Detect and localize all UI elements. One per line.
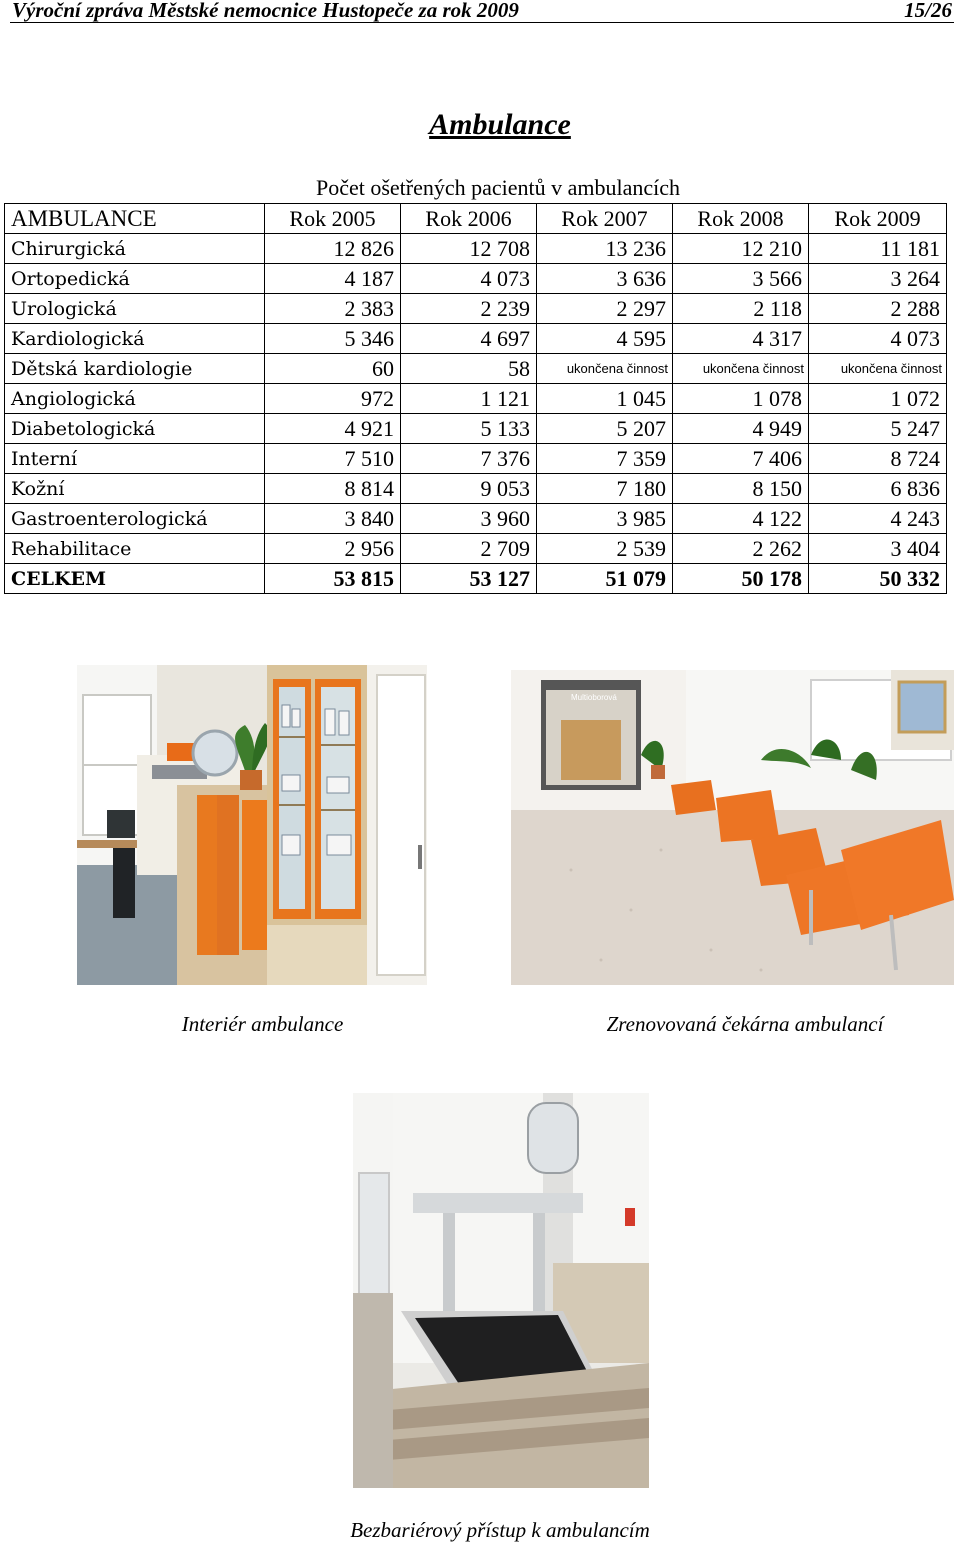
table-cell: 58 [401, 354, 537, 384]
table-cell: 12 826 [265, 234, 401, 264]
table-row [5, 264, 947, 294]
table-cell: 3 566 [673, 264, 809, 294]
table-cell: 9 053 [401, 474, 537, 504]
table-cell: 1 045 [537, 384, 673, 414]
table-cell: ukončena činnost [673, 354, 809, 384]
table-cell: 2 288 [809, 294, 947, 324]
table-cell: 2 239 [401, 294, 537, 324]
table-row [5, 234, 947, 264]
table-row [5, 324, 947, 354]
table-cell: 2 383 [265, 294, 401, 324]
table-cell: 4 243 [809, 504, 947, 534]
row-label: Gastroenterologická [5, 504, 265, 534]
table-cell: 12 708 [401, 234, 537, 264]
table-cell: 60 [265, 354, 401, 384]
table-cell: 7 376 [401, 444, 537, 474]
waiting-room-caption: Zrenovovaná čekárna ambulancí [606, 1012, 884, 1036]
table-cell: 1 121 [401, 384, 537, 414]
table-row [5, 474, 947, 504]
section-title: Ambulance [429, 108, 571, 141]
table-row [5, 534, 947, 564]
table-cell: 3 985 [537, 504, 673, 534]
table-row [5, 414, 947, 444]
table-cell: 5 133 [401, 414, 537, 444]
table-cell: 4 949 [673, 414, 809, 444]
table-cell: 50 178 [673, 564, 809, 594]
table-cell: 1 072 [809, 384, 947, 414]
column-header: Rok 2009 [809, 204, 947, 234]
row-label: CELKEM [5, 564, 265, 594]
table-cell: 5 346 [265, 324, 401, 354]
table-cell: 3 840 [265, 504, 401, 534]
table-row [5, 294, 947, 324]
row-label: Angiologická [5, 384, 265, 414]
table-cell: 4 921 [265, 414, 401, 444]
table-cell: 3 264 [809, 264, 947, 294]
table-cell: 2 539 [537, 534, 673, 564]
barrier-free-access-caption: Bezbariérový přístup k ambulancím [350, 1518, 650, 1542]
interior-photo [77, 665, 427, 985]
table-cell: 13 236 [537, 234, 673, 264]
table-row [5, 384, 947, 414]
column-header: Rok 2008 [673, 204, 809, 234]
table-caption: Počet ošetřených pacientů v ambulancích [315, 175, 681, 200]
row-label: Kožní [5, 474, 265, 504]
page-number: 15/26 [904, 0, 952, 22]
table-cell: 53 127 [401, 564, 537, 594]
table-cell: 3 960 [401, 504, 537, 534]
table-cell: 51 079 [537, 564, 673, 594]
table-cell: ukončena činnost [537, 354, 673, 384]
table-cell: 4 187 [265, 264, 401, 294]
table-row [5, 504, 947, 534]
table-cell: 2 118 [673, 294, 809, 324]
barrier-free-access-photo [353, 1093, 649, 1488]
patients-table [4, 203, 947, 594]
waiting-room-photo [511, 670, 954, 985]
table-cell: 4 317 [673, 324, 809, 354]
row-label: Interní [5, 444, 265, 474]
table-cell: 5 247 [809, 414, 947, 444]
table-cell: 3 404 [809, 534, 947, 564]
table-cell: 4 073 [809, 324, 947, 354]
table-cell: 5 207 [537, 414, 673, 444]
table-cell: 7 406 [673, 444, 809, 474]
table-cell: 11 181 [809, 234, 947, 264]
table-header-row [5, 204, 947, 234]
table-row [5, 444, 947, 474]
table-cell: 8 814 [265, 474, 401, 504]
table-cell: 2 262 [673, 534, 809, 564]
table-cell: 4 122 [673, 504, 809, 534]
row-label: Dětská kardiologie [5, 354, 265, 384]
table-cell: 8 724 [809, 444, 947, 474]
table-cell: 2 709 [401, 534, 537, 564]
table-cell: 7 180 [537, 474, 673, 504]
column-header: AMBULANCE [5, 204, 265, 234]
table-cell: 1 078 [673, 384, 809, 414]
table-cell: 53 815 [265, 564, 401, 594]
row-label: Chirurgická [5, 234, 265, 264]
table-cell: 6 836 [809, 474, 947, 504]
row-label: Ortopedická [5, 264, 265, 294]
table-cell: 972 [265, 384, 401, 414]
table-cell: 8 150 [673, 474, 809, 504]
row-label: Kardiologická [5, 324, 265, 354]
column-header: Rok 2005 [265, 204, 401, 234]
column-header: Rok 2006 [401, 204, 537, 234]
table-cell: 4 697 [401, 324, 537, 354]
table-cell: 7 359 [537, 444, 673, 474]
table-cell: 2 297 [537, 294, 673, 324]
row-label: Diabetologická [5, 414, 265, 444]
table-cell: 50 332 [809, 564, 947, 594]
table-cell: 4 073 [401, 264, 537, 294]
table-total-row [5, 564, 947, 594]
table-cell: 12 210 [673, 234, 809, 264]
table-cell: 4 595 [537, 324, 673, 354]
row-label: Rehabilitace [5, 534, 265, 564]
interior-caption: Interiér ambulance [181, 1012, 344, 1036]
table-cell: 7 510 [265, 444, 401, 474]
page-header [10, 0, 954, 23]
table-cell: ukončena činnost [809, 354, 947, 384]
row-label: Urologická [5, 294, 265, 324]
table-cell: 2 956 [265, 534, 401, 564]
column-header: Rok 2007 [537, 204, 673, 234]
svg-text:Multioborová: Multioborová [571, 693, 617, 702]
report-title: Výroční zpráva Městské nemocnice Hustopeče za rok 2009 [12, 0, 519, 22]
table-row [5, 354, 947, 384]
table-cell: 3 636 [537, 264, 673, 294]
